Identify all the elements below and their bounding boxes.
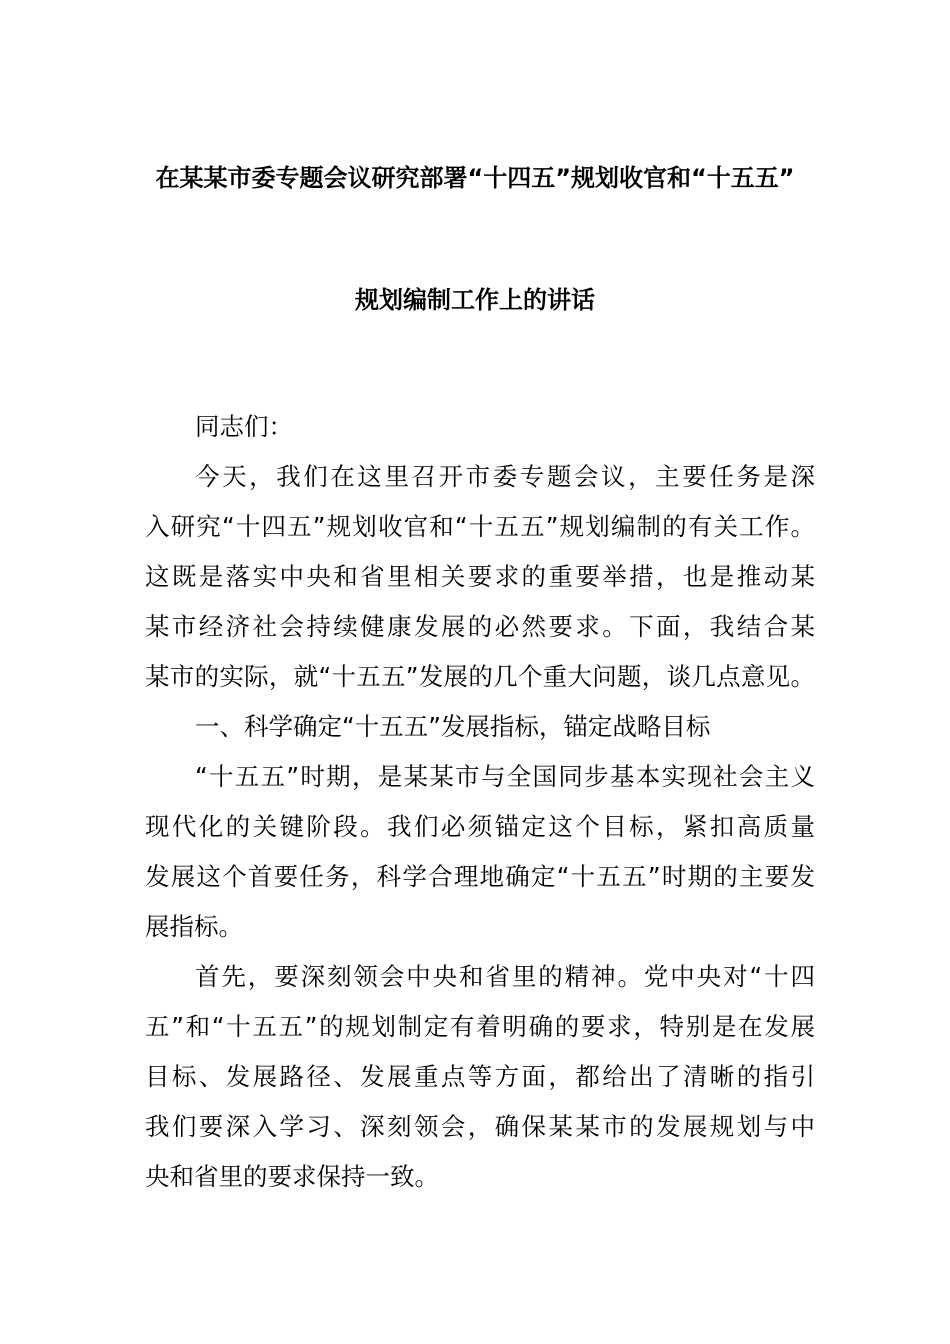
paragraph-line: 某市的实际，就“十五五”发展的几个重大问题，谈几点意见。 xyxy=(145,662,815,691)
salutation: 同志们： xyxy=(195,412,293,441)
paragraph-line: 央和省里的要求保持一致。 xyxy=(145,1162,439,1191)
document-body xyxy=(145,402,815,1202)
paragraph-line: “十五五”时期，是某某市与全国同步基本实现社会主义 xyxy=(195,762,815,791)
paragraph-line: 我们要深入学习、深刻领会，确保某某市的发展规划与中 xyxy=(145,1112,815,1141)
paragraph-line: 目标、发展路径、发展重点等方面，都给出了清晰的指引 xyxy=(145,1062,815,1091)
paragraph-line: 展指标。 xyxy=(145,912,243,941)
paragraph-line: 发展这个首要任务，科学合理地确定“十五五”时期的主要发 xyxy=(145,862,815,891)
section-heading: 一、科学确定“十五五”发展指标，锚定战略目标 xyxy=(195,712,711,741)
paragraph-line: 某市经济社会持续健康发展的必然要求。下面，我结合某 xyxy=(145,612,815,641)
paragraph-line: 这既是落实中央和省里相关要求的重要举措，也是推动某 xyxy=(145,562,815,591)
document-title-line-2: 规划编制工作上的讲话 xyxy=(355,286,595,314)
paragraph-line: 今天，我们在这里召开市委专题会议，主要任务是深 xyxy=(195,462,815,491)
document-title-line-1: 在某某市委专题会议研究部署“十四五”规划收官和“十五五” xyxy=(155,164,795,192)
paragraph-line: 五”和“十五五”的规划制定有着明确的要求，特别是在发展 xyxy=(145,1012,815,1041)
paragraph-line: 入研究“十四五”规划收官和“十五五”规划编制的有关工作。 xyxy=(145,512,815,541)
paragraph-line: 首先，要深刻领会中央和省里的精神。党中央对“十四 xyxy=(195,962,815,991)
paragraph-line: 现代化的关键阶段。我们必须锚定这个目标，紧扣高质量 xyxy=(145,812,815,841)
